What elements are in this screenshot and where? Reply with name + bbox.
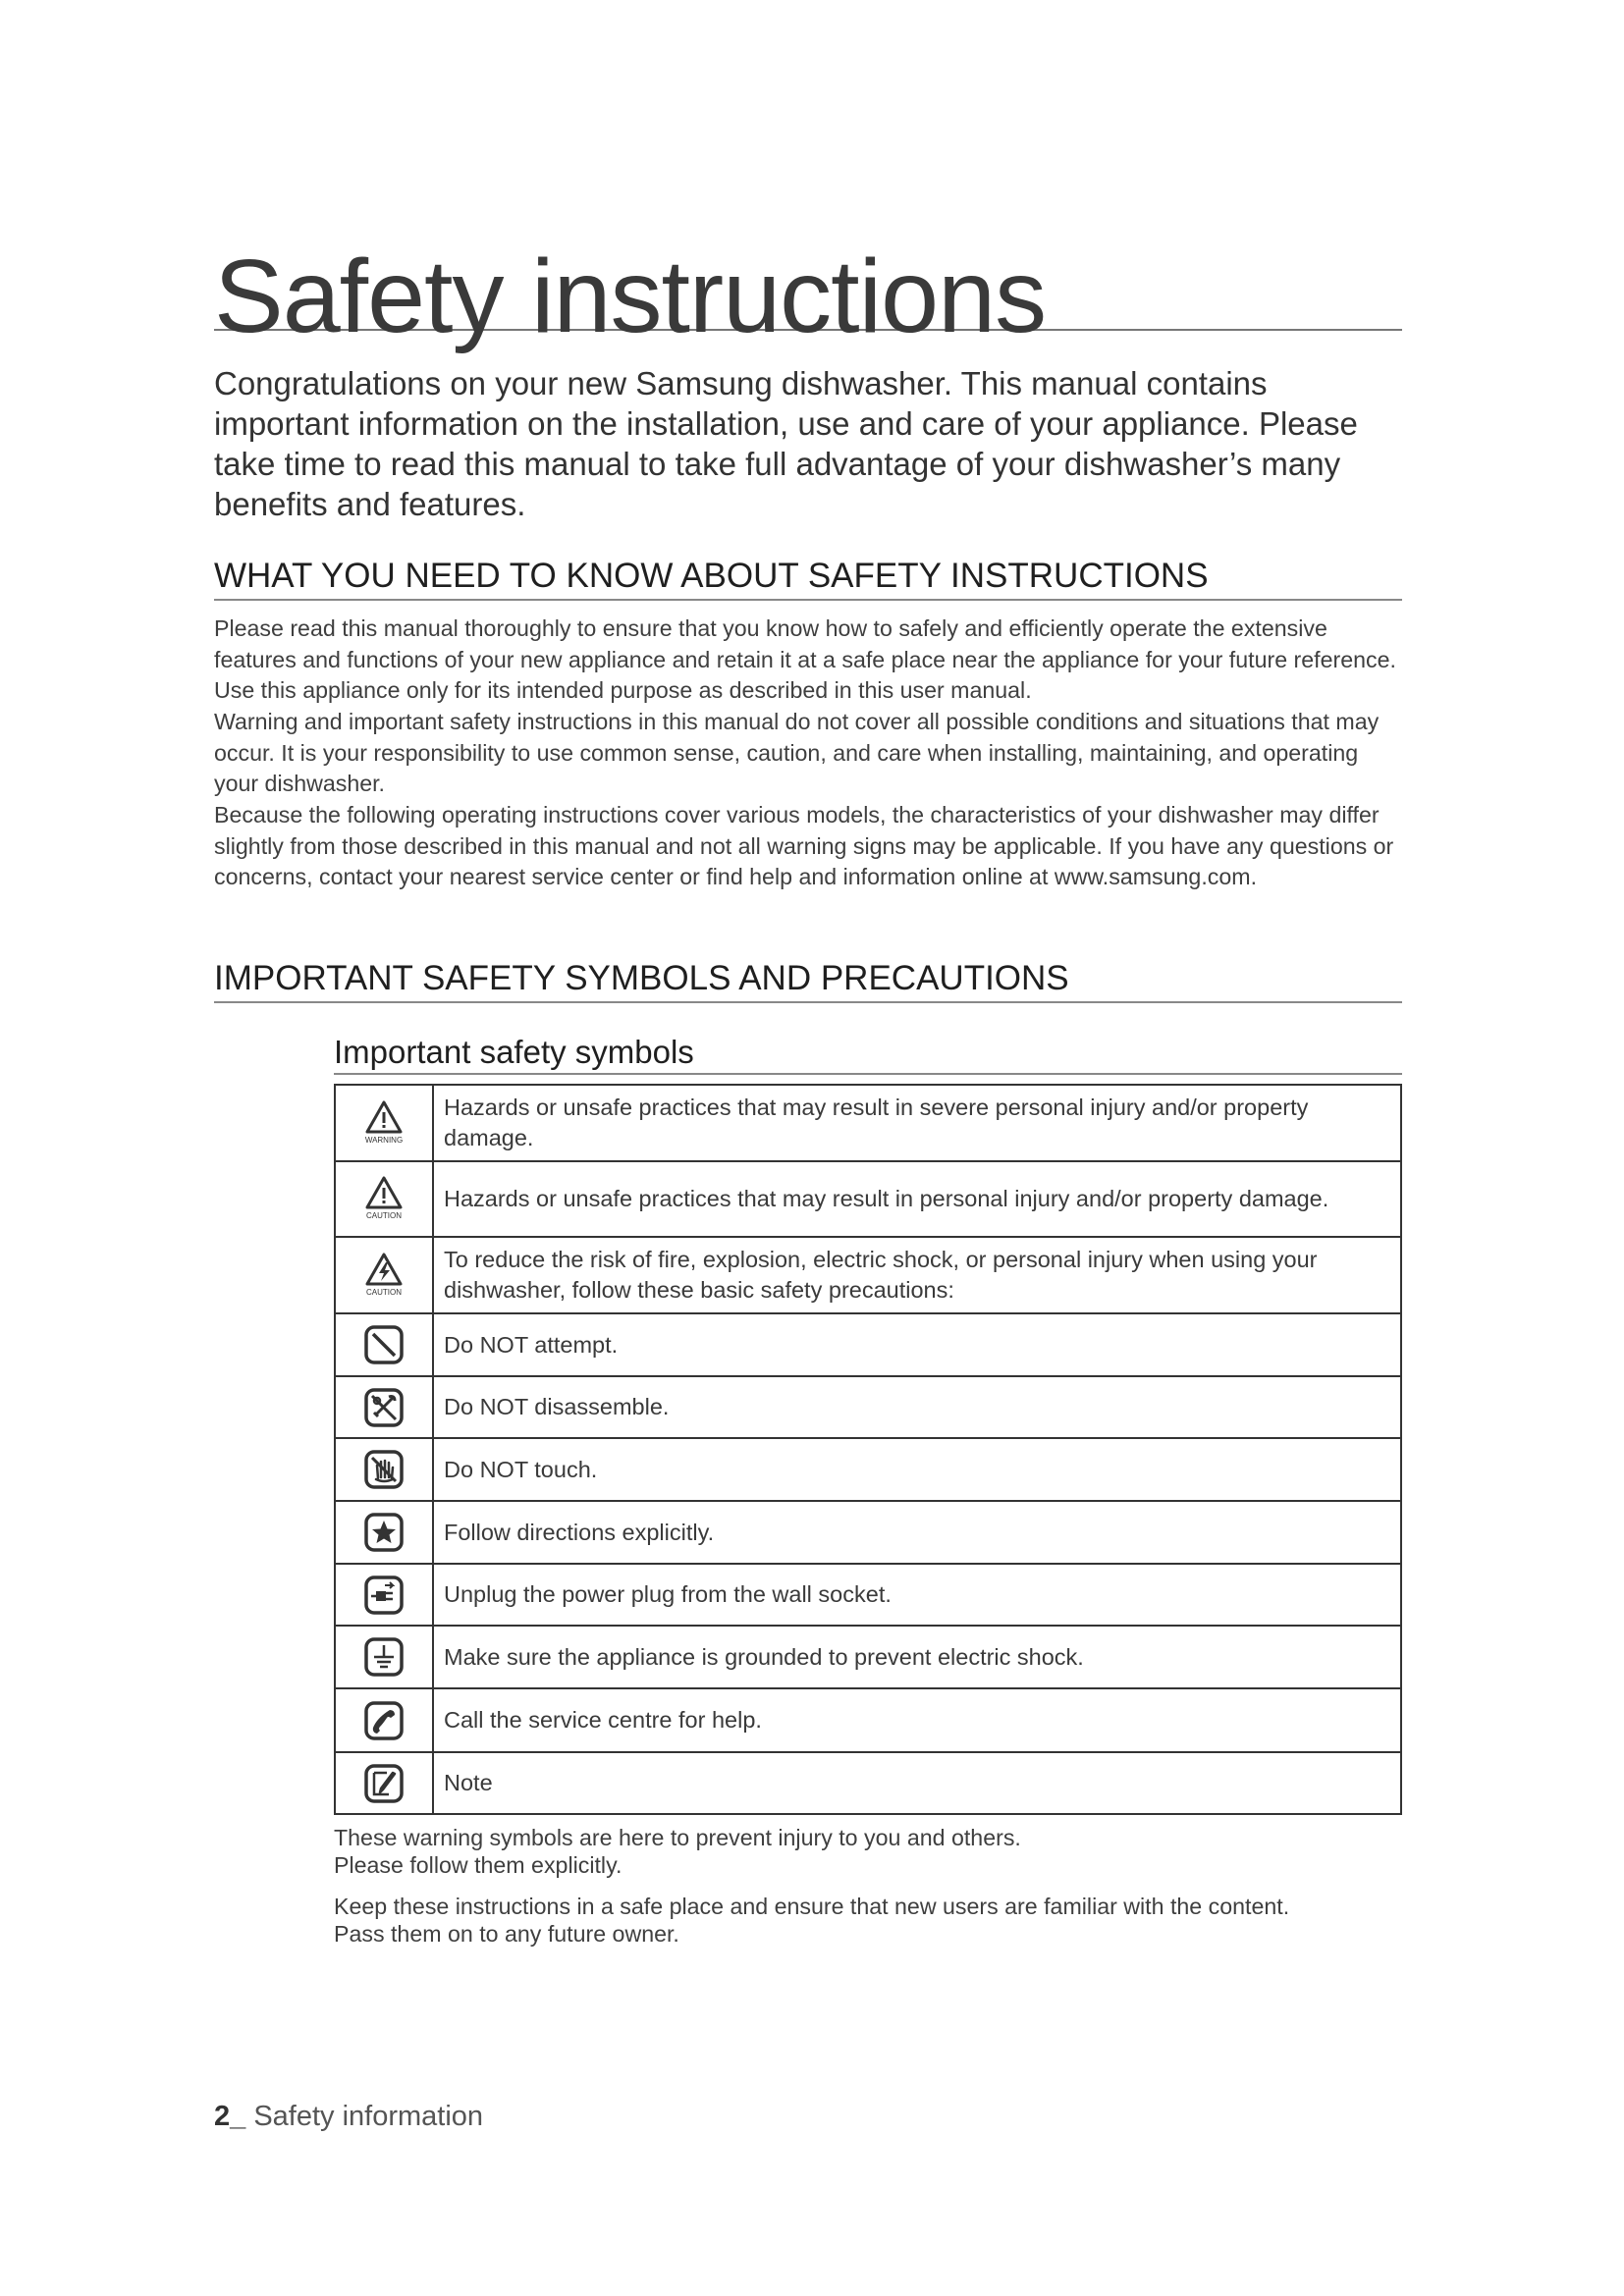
symbol-description: Follow directions explicitly. xyxy=(433,1501,1401,1564)
section-heading-safety-instructions: WHAT YOU NEED TO KNOW ABOUT SAFETY INSTRUCTIONS xyxy=(214,557,1402,601)
symbol-description: Hazards or unsafe practices that may result in personal injury and/or property damage. xyxy=(433,1161,1401,1237)
caution-triangle-icon xyxy=(354,1175,413,1220)
table-row xyxy=(335,1501,1401,1564)
table-row xyxy=(335,1237,1401,1313)
symbol-description: Make sure the appliance is grounded to prevent electric shock. xyxy=(433,1626,1401,1688)
section1-paragraph-3: Because the following operating instructions cover various models, the characteristics of your dishwasher may differ slightly from those described in this manual and not all warning signs may be applicable. If you have any questions or concerns, contact your nearest service center or find help and information online at www.samsung.com. xyxy=(214,802,1394,889)
symbols-note-block-1 xyxy=(334,1824,1402,1879)
section1-paragraph-1: Please read this manual thoroughly to ensure that you know how to safely and efficiently operate the extensive features and functions of your new appliance and retain it at a safe place near the appliance for your future reference. Use this appliance only for its intended purpose as described in this user manual. xyxy=(214,615,1396,703)
table-row xyxy=(335,1688,1401,1752)
table-row xyxy=(335,1564,1401,1626)
symbol-description: Do NOT touch. xyxy=(433,1438,1401,1501)
page-section-label: Safety information xyxy=(253,2101,484,2132)
symbols-note-line: Keep these instructions in a safe place and ensure that new users are familiar with the content. xyxy=(334,1894,1290,1919)
symbol-description: Do NOT disassemble. xyxy=(433,1376,1401,1438)
no-disassemble-icon xyxy=(336,1387,432,1428)
symbols-note-block-2 xyxy=(334,1893,1402,1948)
symbol-description: Hazards or unsafe practices that may result in severe personal injury and/or property damage. xyxy=(433,1085,1401,1161)
symbol-description: Call the service centre for help. xyxy=(433,1688,1401,1752)
page-title: Safety instructions xyxy=(214,239,1047,354)
no-touch-icon xyxy=(336,1449,432,1490)
note-icon xyxy=(336,1763,432,1804)
symbol-description: Unplug the power plug from the wall socket. xyxy=(433,1564,1401,1626)
caution-label: CAUTION xyxy=(366,1211,402,1220)
table-row xyxy=(335,1376,1401,1438)
caution-electric-icon xyxy=(354,1252,413,1297)
table-row xyxy=(335,1752,1401,1814)
table-row xyxy=(335,1438,1401,1501)
symbols-note-line: Pass them on to any future owner. xyxy=(334,1921,679,1947)
table-row xyxy=(335,1085,1401,1161)
caution-label: CAUTION xyxy=(366,1287,402,1297)
symbol-description: Do NOT attempt. xyxy=(433,1313,1401,1376)
symbol-description: Note xyxy=(433,1752,1401,1814)
table-row xyxy=(335,1626,1401,1688)
title-rule xyxy=(214,231,1402,354)
table-row xyxy=(335,1161,1401,1237)
safety-symbols-table xyxy=(334,1084,1402,1815)
page-footer xyxy=(214,2101,483,2133)
warning-label: WARNING xyxy=(364,1135,404,1145)
symbol-description: To reduce the risk of fire, explosion, electric shock, or personal injury when using your dishwasher, follow these basic safety precautions: xyxy=(433,1237,1401,1313)
page-number: 2_ xyxy=(214,2101,246,2132)
section-heading-safety-symbols: IMPORTANT SAFETY SYMBOLS AND PRECAUTIONS xyxy=(214,959,1402,1003)
star-icon xyxy=(336,1512,432,1553)
table-row xyxy=(335,1313,1401,1376)
subheading-important-safety-symbols: Important safety symbols xyxy=(334,1034,1402,1075)
intro-paragraph: Congratulations on your new Samsung dishwasher. This manual contains important information on the installation, use and care of your appliance. Please take time to read this manual to take full advantage of your dishwasher’s many benefits and features. xyxy=(214,365,1358,522)
warning-triangle-icon xyxy=(354,1099,413,1145)
ground-icon xyxy=(336,1636,432,1678)
symbols-note-line: Please follow them explicitly. xyxy=(334,1852,623,1878)
phone-icon xyxy=(336,1700,432,1741)
unplug-icon xyxy=(336,1575,432,1616)
section1-paragraph-2: Warning and important safety instructions in this manual do not cover all possible conditions and situations that may occur. It is your responsibility to use common sense, caution, and care when installing, maintaining, and operating your dishwasher. xyxy=(214,709,1380,796)
prohibited-icon xyxy=(336,1324,432,1365)
symbols-note-line: These warning symbols are here to prevent injury to you and others. xyxy=(334,1825,1021,1850)
